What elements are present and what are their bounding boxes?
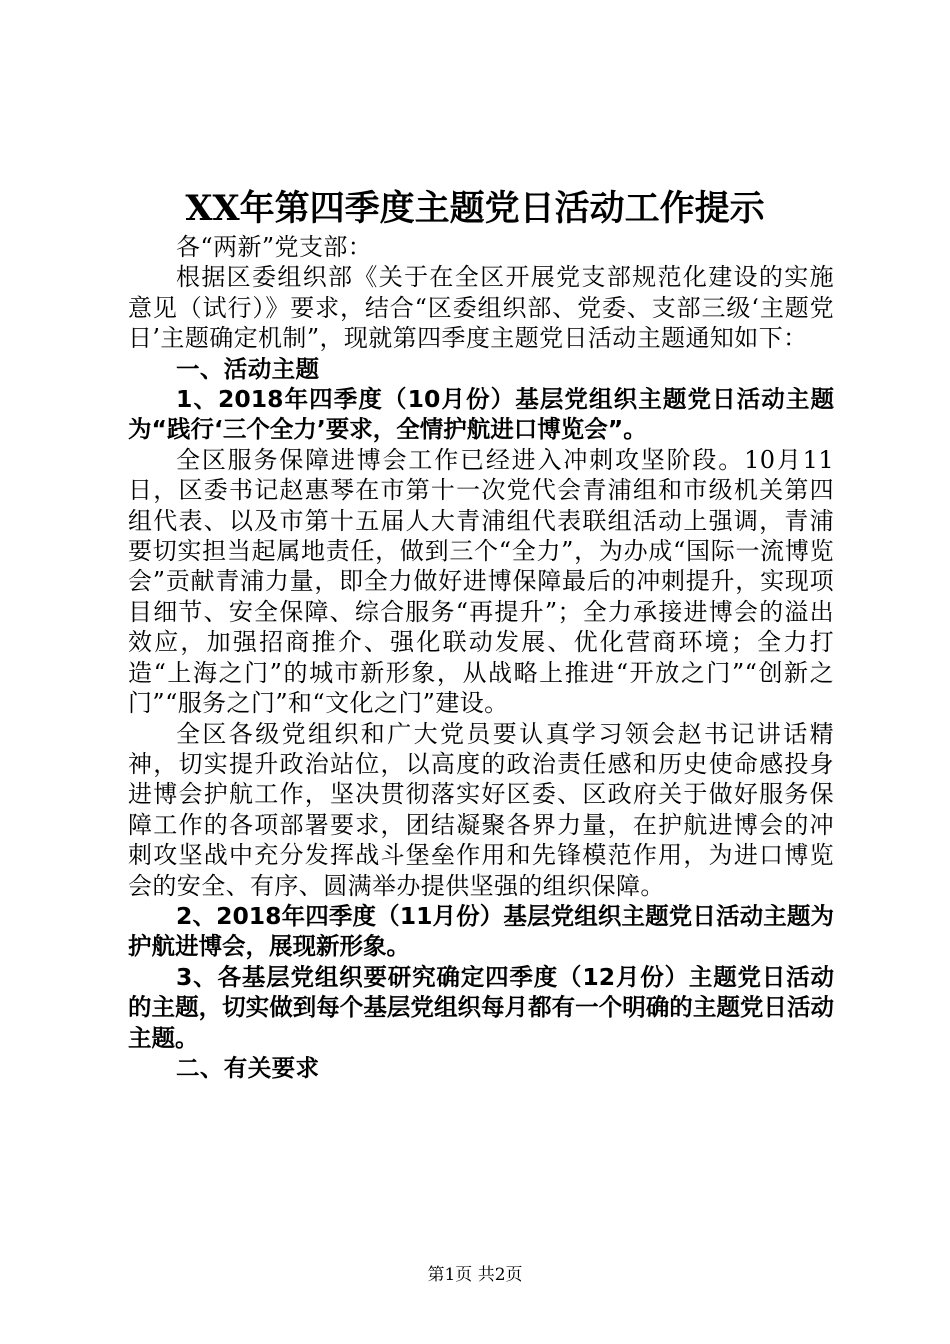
- paragraph-requirement: 全区各级党组织和广大党员要认真学习领会赵书记讲话精神，切实提升政治站位，以高度的政治责任感和历史使命感投身进博会护航工作，坚决贯彻落实好区委、区政府关于做好服务保障工作的各项部署要求，团结凝聚各界力量，在护航进博会的冲刺攻坚战中充分发挥战斗堡垒作用和先锋模范作用，为进口博览会的安全、有序、圆满举办提供坚强的组织保障。: [128, 719, 834, 900]
- paragraph-background: 全区服务保障进博会工作已经进入冲刺攻坚阶段。10月11日，区委书记赵惠琴在市第十一次党代会青浦组和市级机关第四组代表、以及市第十五届人大青浦组代表联组活动上强调，青浦要切实担当起属地责任，做到三个“全力”，为办成“国际一流博览会”贡献青浦力量，即全力做好进博保障最后的冲刺提升，实现项目细节、安全保障、综合服务“再提升”；全力承接进博会的溢出效应，加强招商推介、强化联动发展、优化营商环境；全力打造“上海之门”的城市新形象，从战略上推进“开放之门”“创新之门”“服务之门”和“文化之门”建设。: [128, 445, 834, 718]
- paragraph-salutation: 各“两新”党支部：: [176, 233, 373, 261]
- document-title: XX年第四季度主题党日活动工作提示: [185, 188, 765, 229]
- section-heading-requirements: 二、有关要求: [176, 1053, 320, 1082]
- paragraph-intro: 根据区委组织部《关于在全区开展党支部规范化建设的实施意见（试行）》要求，结合“区委组织部、党委、支部三级‘主题党日’主题确定机制”，现就第四季度主题党日活动主题通知如下：: [128, 263, 834, 353]
- paragraph-item-1: 1、2018年四季度（10月份）基层党组织主题党日活动主题为“践行‘三个全力’要求，全情护航进口博览会”。: [128, 385, 834, 444]
- document-body: [128, 232, 834, 1083]
- page-footer: 第1页 共2页: [427, 1265, 523, 1285]
- paragraph-item-3: 3、各基层党组织要研究确定四季度（12月份）主题党日活动的主题，切实做到每个基层党组织每月都有一个明确的主题党日活动主题。: [128, 962, 834, 1052]
- paragraph-item-2: 2、2018年四季度（11月份）基层党组织主题党日活动主题为护航进博会，展现新形象。: [128, 901, 834, 961]
- section-heading-theme: 一、活动主题: [176, 354, 320, 383]
